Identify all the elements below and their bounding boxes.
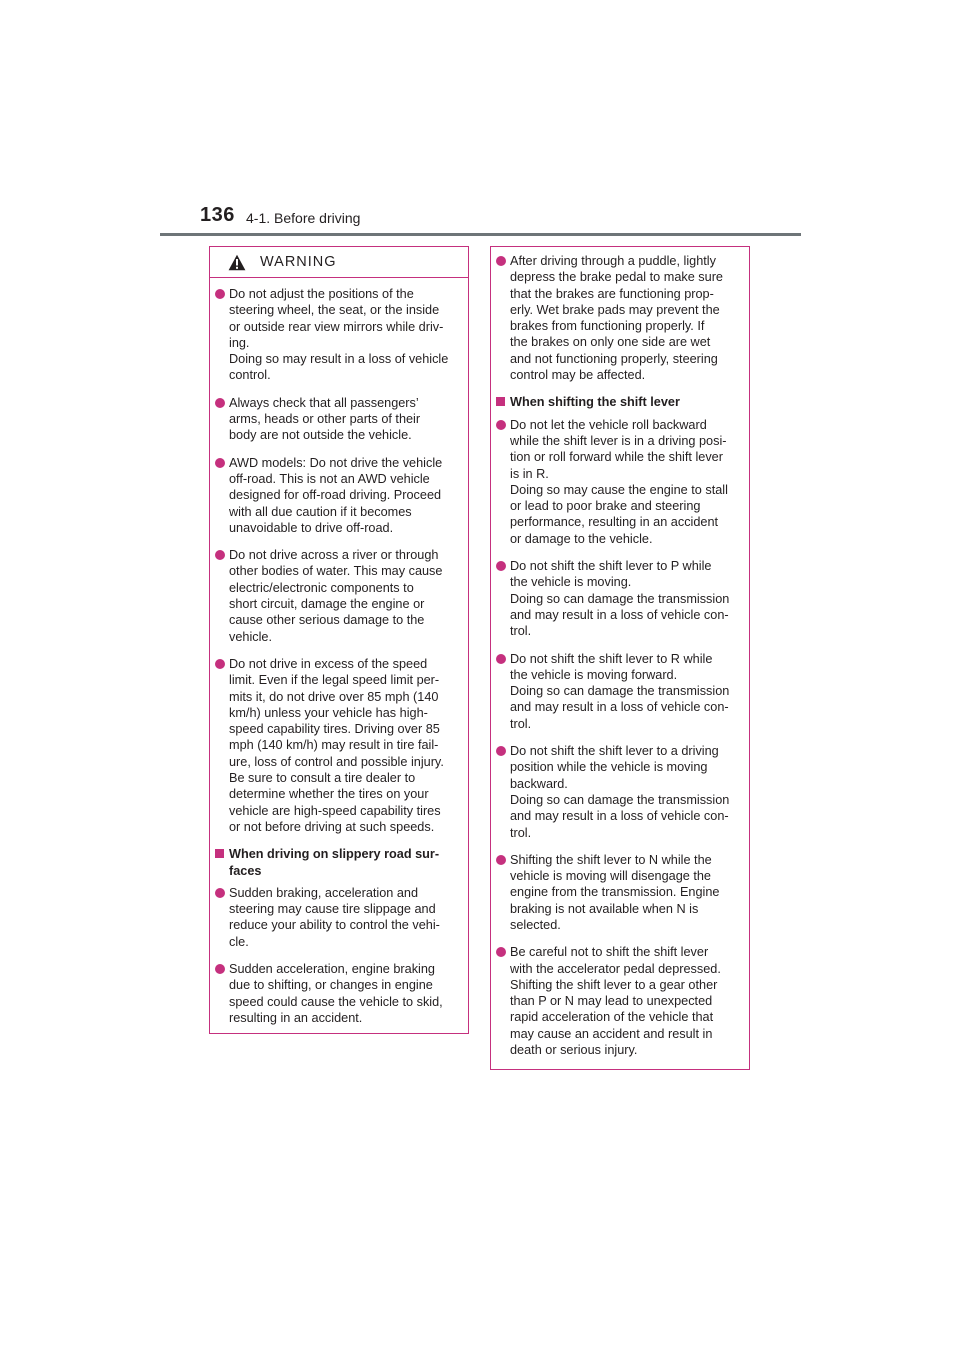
text-line: cause other serious damage to the: [229, 613, 425, 628]
warning-item: [210, 547, 458, 645]
text-line: determine whether the tires on your: [229, 787, 429, 802]
text-line: speed could cause the vehicle to skid,: [229, 994, 443, 1009]
text-line: the brakes on only one side are wet: [510, 335, 711, 350]
warning-item: [210, 286, 458, 384]
text-line: or not before driving at such speeds.: [229, 819, 435, 834]
circle-bullet-icon: [496, 855, 506, 865]
text-line: limit. Even if the legal speed limit per-: [229, 673, 440, 688]
section-subheading: [210, 846, 458, 879]
text-line: while the shift lever is in a driving posi-: [510, 433, 727, 448]
text-line: When shifting the shift lever: [510, 395, 680, 410]
text-line: is in R.: [510, 466, 549, 481]
text-line: control may be affected.: [510, 368, 646, 383]
text-line: Sudden braking, acceleration and: [229, 885, 419, 900]
text-line: short circuit, damage the engine or: [229, 597, 425, 612]
text-line: and may result in a loss of vehicle con-: [510, 809, 729, 824]
text-line: trol.: [510, 716, 532, 731]
text-line: Shifting the shift lever to N while the: [510, 852, 712, 867]
warning-item: [210, 455, 458, 536]
text-line: engine from the transmission. Engine: [510, 885, 720, 900]
text-line: trol.: [510, 624, 532, 639]
text-line: with the accelerator pedal depressed.: [510, 961, 721, 976]
warning-item: [491, 558, 739, 639]
text-line: trol.: [510, 825, 532, 840]
text-line: vehicle are high-speed capability tires: [229, 803, 441, 818]
text-line: Shifting the shift lever to a gear other: [510, 977, 718, 992]
warning-list-left: [210, 278, 468, 1026]
text-line: steering may cause tire slippage and: [229, 902, 436, 917]
warning-panel-left: [209, 246, 469, 1034]
text-line: Do not drive in excess of the speed: [229, 656, 428, 671]
text-line: ing.: [229, 335, 250, 350]
circle-bullet-icon: [496, 947, 506, 957]
text-line: mph (140 km/h) may result in tire fail-: [229, 738, 439, 753]
warning-item: [210, 885, 458, 950]
warning-triangle-icon: [228, 254, 246, 271]
warning-item: [491, 852, 739, 933]
text-line: with all due caution if it becomes: [229, 504, 412, 519]
circle-bullet-icon: [215, 964, 225, 974]
text-line: cle.: [229, 934, 249, 949]
text-line: tion or roll forward while the shift lever: [510, 450, 723, 465]
text-line: arms, heads or other parts of their: [229, 412, 421, 427]
text-line: km/h) unless your vehicle has high-: [229, 705, 428, 720]
text-line: may cause an accident and result in: [510, 1026, 713, 1041]
text-line: speed capability tires. Driving over 85: [229, 722, 440, 737]
circle-bullet-icon: [215, 458, 225, 468]
warning-item: [491, 253, 739, 383]
text-line: selected.: [510, 917, 561, 932]
text-line: Be careful not to shift the shift lever: [510, 945, 709, 960]
section-subheading: [491, 394, 739, 410]
warning-item: [210, 961, 458, 1026]
warning-panel-right: [490, 246, 750, 1070]
text-line: performance, resulting in an accident: [510, 515, 719, 530]
text-line: and not functioning properly, steering: [510, 351, 718, 366]
text-line: reduce your ability to control the vehi-: [229, 918, 440, 933]
text-line: Doing so can damage the transmission: [510, 792, 730, 807]
text-line: that the brakes are functioning prop-: [510, 286, 714, 301]
text-line: off-road. This is not an AWD vehicle: [229, 471, 430, 486]
text-line: designed for off-road driving. Proceed: [229, 488, 442, 503]
text-line: erly. Wet brake pads may prevent the: [510, 302, 720, 317]
section-title: 4-1. Before driving: [246, 210, 361, 226]
circle-bullet-icon: [215, 550, 225, 560]
text-line: or damage to the vehicle.: [510, 531, 653, 546]
circle-bullet-icon: [496, 654, 506, 664]
warning-item: [491, 944, 739, 1058]
text-line: than P or N may lead to unexpected: [510, 994, 713, 1009]
text-line: position while the vehicle is moving: [510, 760, 708, 775]
square-bullet-icon: [215, 849, 224, 858]
text-line: the vehicle is moving.: [510, 575, 632, 590]
text-line: Doing so may cause the engine to stall: [510, 482, 728, 497]
circle-bullet-icon: [496, 420, 506, 430]
text-line: rapid acceleration of the vehicle that: [510, 1010, 714, 1025]
text-line: electric/electronic components to: [229, 580, 414, 595]
warning-title: WARNING: [260, 254, 337, 270]
circle-bullet-icon: [215, 289, 225, 299]
circle-bullet-icon: [215, 659, 225, 669]
text-line: After driving through a puddle, lightly: [510, 254, 716, 268]
warning-header: [210, 247, 468, 278]
text-line: Always check that all passengers’: [229, 395, 419, 410]
text-line: the vehicle is moving forward.: [510, 667, 678, 682]
warning-item: [210, 656, 458, 835]
text-line: Be sure to consult a tire dealer to: [229, 771, 416, 786]
text-line: unavoidable to drive off-road.: [229, 520, 394, 535]
text-line: vehicle.: [229, 629, 273, 644]
text-line: and may result in a loss of vehicle con-: [510, 700, 729, 715]
warning-item: [491, 417, 739, 547]
text-line: brakes from functioning properly. If: [510, 319, 705, 334]
text-line: Do not shift the shift lever to R while: [510, 651, 713, 666]
text-line: death or serious injury.: [510, 1043, 638, 1058]
circle-bullet-icon: [496, 746, 506, 756]
text-line: Do not drive across a river or through: [229, 548, 439, 563]
circle-bullet-icon: [215, 398, 225, 408]
text-line: or lead to poor brake and steering: [510, 499, 701, 514]
text-line: Doing so can damage the transmission: [510, 591, 730, 606]
page-number: 136: [200, 204, 235, 226]
text-line: Doing so can damage the transmission: [510, 684, 730, 699]
text-line: control.: [229, 368, 271, 383]
text-line: Do not adjust the positions of the: [229, 287, 414, 301]
warning-item: [210, 395, 458, 444]
text-line: ure, loss of control and possible injury.: [229, 754, 444, 769]
square-bullet-icon: [496, 397, 505, 406]
text-line: and may result in a loss of vehicle con-: [510, 607, 729, 622]
text-line: vehicle is moving will disengage the: [510, 869, 711, 884]
text-line: backward.: [510, 776, 568, 791]
text-line: Do not shift the shift lever to P while: [510, 559, 712, 574]
circle-bullet-icon: [215, 888, 225, 898]
text-line: Do not let the vehicle roll backward: [510, 417, 707, 432]
warning-item: [491, 651, 739, 732]
text-line: Do not shift the shift lever to a driving: [510, 744, 719, 759]
text-line: resulting in an accident.: [229, 1010, 363, 1025]
header-rule: [160, 233, 801, 236]
text-line: Doing so may result in a loss of vehicle: [229, 352, 449, 367]
circle-bullet-icon: [496, 256, 506, 266]
text-line: steering wheel, the seat, or the inside: [229, 303, 440, 318]
page-header: [200, 204, 760, 234]
text-line: braking is not available when N is: [510, 901, 699, 916]
text-line: due to shifting, or changes in engine: [229, 978, 433, 993]
text-line: body are not outside the vehicle.: [229, 428, 412, 443]
text-line: other bodies of water. This may cause: [229, 564, 443, 579]
text-line: depress the brake pedal to make sure: [510, 270, 723, 285]
circle-bullet-icon: [496, 561, 506, 571]
text-line: AWD models: Do not drive the vehicle: [229, 455, 443, 470]
text-line: faces: [229, 863, 262, 878]
text-line: Sudden acceleration, engine braking: [229, 961, 435, 976]
warning-item: [491, 743, 739, 841]
text-line: When driving on slippery road sur-: [229, 847, 440, 862]
text-line: mits it, do not drive over 85 mph (140: [229, 689, 439, 704]
text-line: or outside rear view mirrors while driv-: [229, 319, 444, 334]
warning-list-right: [491, 247, 749, 1058]
